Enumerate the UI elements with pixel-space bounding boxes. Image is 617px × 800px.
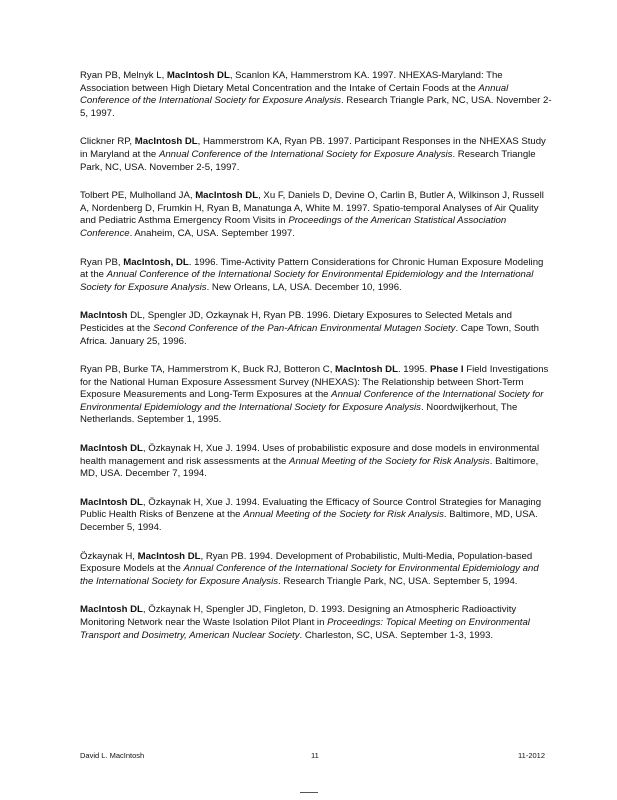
venue-title: Annual Conference of the International Society for Environmental Epidemiology and the International Society for Exposure Analysis (80, 269, 534, 293)
author-highlight: MacIntosh DL (80, 604, 143, 616)
reference-text: Field Investigations for the National Human Exposure Assessment Survey (NHEXAS): The Relationship between Short-Term Exposure Measurements and Long-Term Exposures at the (80, 364, 549, 401)
reference-text: . 1995. (397, 364, 430, 376)
reference-text: . 1996. Time-Activity Pattern Considerations for Chronic Human Exposure Modeling at the (80, 256, 544, 281)
reference-text: Ryan PB, Burke TA, Hammerstrom K, Buck RJ, Botteron C, (80, 364, 336, 376)
reference-entry (80, 70, 552, 120)
author-highlight: MacIntosh DL (166, 70, 230, 81)
reference-entry (80, 310, 552, 348)
venue-title: Second Conference of the Pan-African Environmental Mutagen Society (153, 322, 456, 334)
footer-page-number: 11 (311, 751, 319, 760)
venue-title: Annual Meeting of the Society for Risk Analysis (243, 509, 444, 521)
venue-title: Annual Conference of the International Society for Exposure Analysis (158, 148, 453, 160)
reference-entry (80, 190, 552, 240)
reference-text: . Baltimore, MD, USA. December 7, 1994. (80, 455, 539, 480)
author-highlight: MacIntosh, DL (123, 256, 189, 268)
venue-title: Annual Conference of the International Society for Exposure Analysis (80, 82, 509, 107)
venue-title: Annual Conference of the International Society for Environmental Epidemiology and the International Society for Exposure Analysis (80, 389, 544, 413)
reference-text: , Özkaynak H, Xue J. 1994. Uses of probabilistic exposure and dose models in environmental health management and risk assessments at the (80, 443, 540, 467)
reference-entry (80, 257, 552, 295)
reference-text: Ryan PB, Melnyk L, (80, 70, 167, 81)
reference-text: . Cape Town, South Africa. January 25, 1996. (80, 322, 540, 347)
reference-text: . Noordwijkerhout, The Netherlands. September 1, 1995. (80, 401, 518, 426)
reference-text: . Research Triangle Park, NC, USA. November 2-5, 1997. (80, 148, 536, 173)
reference-entry (80, 443, 552, 481)
reference-entry (80, 364, 552, 427)
footer-author: David L. MacIntosh (80, 751, 145, 760)
author-highlight: MacIntosh DL (335, 364, 398, 376)
reference-text: . Anaheim, CA, USA. September 1997. (129, 227, 295, 239)
author-highlight: Phase I (429, 364, 464, 376)
scan-artifact-line (300, 792, 318, 793)
reference-text: . Research Triangle Park, NC, USA. September 5, 1994. (278, 575, 518, 587)
reference-text: . Charleston, SC, USA. September 1-3, 1993. (299, 629, 494, 641)
reference-text: , Scanlon KA, Hammerstrom KA. 1997. NHEXAS-Maryland: The Association between High Dietary Metal Concentration and the Intake of Certain Foods at the (80, 70, 503, 94)
footer-date: 11-2012 (518, 751, 545, 760)
reference-text: Özkaynak H, (80, 550, 138, 562)
reference-text: , Özkaynak H, Xue J. 1994. Evaluating the Efficacy of Source Control Strategies for Managing Public Health Risks of Benzene at the (80, 496, 542, 521)
reference-text: , Xu F, Daniels D, Devine O, Carlin B, Butler A, Wilkinson J, Russell A, Nordenberg D, Frumkin H, Ryan B, Manatunga A, White M. 1997. Spatio-temporal Analyses of Air Quality and Pediatric Asthma Emergency Room Visits in (80, 190, 544, 227)
reference-list (80, 70, 552, 658)
reference-text: Clickner RP, (80, 136, 135, 148)
author-highlight: MacIntosh DL (80, 496, 143, 508)
reference-entry (80, 604, 552, 642)
page-footer (80, 751, 545, 763)
reference-text: Tolbert PE, Mulholland JA, (80, 190, 196, 202)
author-highlight: MacIntosh DL (195, 190, 259, 202)
reference-entry (80, 551, 552, 589)
venue-title: Annual Meeting of the Society for Risk Analysis (289, 455, 490, 467)
reference-text: . New Orleans, LA, USA. December 10, 1996. (206, 281, 402, 293)
venue-title: Proceedings: Topical Meeting on Environmental Transport and Dosimetry, American Nuclear Society (80, 617, 530, 641)
reference-text: Ryan PB, (80, 256, 124, 268)
reference-text: , Hammerstrom KA, Ryan PB. 1997. Participant Responses in the NHEXAS Study in Maryland at the (80, 136, 546, 160)
reference-entry (80, 497, 552, 535)
reference-entry (80, 136, 552, 174)
author-highlight: MacIntosh DL (134, 136, 198, 148)
reference-text: . Research Triangle Park, NC, USA. November 2-5, 1997. (80, 95, 552, 119)
venue-title: Annual Conference of the International Society for Environmental Epidemiology and the International Society for Exposure Analysis (80, 563, 539, 587)
reference-text: , Özkaynak H, Spengler JD, Fingleton, D. 1993. Designing an Atmospheric Radioactivity Monitoring Network near the Waste Isolation Pilot Plant in (80, 604, 517, 628)
reference-text: . Baltimore, MD, USA. December 5, 1994. (80, 509, 538, 534)
author-highlight: MacIntosh DL (137, 550, 201, 562)
reference-text: DL, Spengler JD, Ozkaynak H, Ryan PB. 1996. Dietary Exposures to Selected Metals and Pesticides at the (80, 310, 512, 334)
author-highlight: MacIntosh DL (80, 443, 143, 455)
venue-title: Proceedings of the American Statistical Association Conference (80, 215, 507, 239)
reference-text: , Ryan PB. 1994. Development of Probabilistic, Multi-Media, Population-based Exposure Models at the (80, 550, 533, 575)
author-highlight: MacIntosh (80, 310, 128, 322)
